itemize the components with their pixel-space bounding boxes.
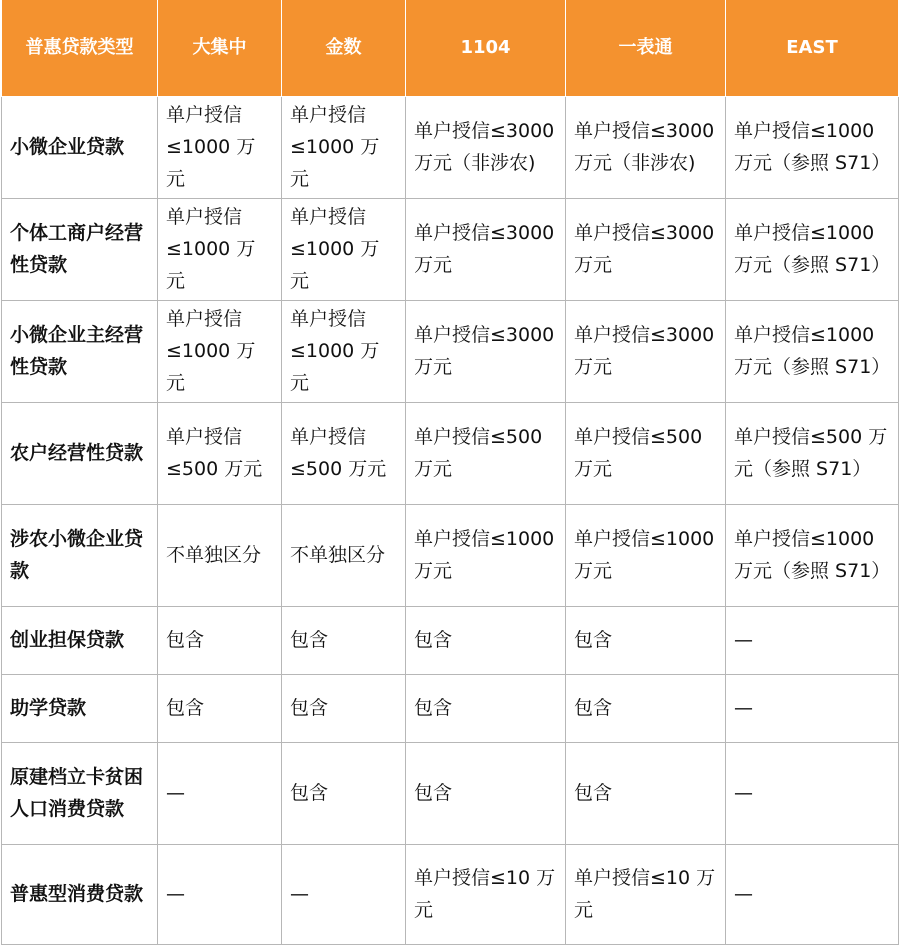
table-row	[2, 300, 899, 402]
cell-dajizhong: 包含	[158, 674, 282, 742]
cell-east: 单户授信≤1000 万元（参照 S71）	[726, 96, 899, 198]
cell-jinshu: 单户授信≤1000 万元	[282, 96, 406, 198]
row-loan-type: 普惠型消费贷款	[2, 844, 158, 944]
cell-jinshu: 单户授信≤1000 万元	[282, 300, 406, 402]
cell-yibiaotong: 单户授信≤10 万元	[566, 844, 726, 944]
cell-yibiaotong: 包含	[566, 742, 726, 844]
row-loan-type: 小微企业主经营性贷款	[2, 300, 158, 402]
cell-dajizhong: 单户授信≤1000 万元	[158, 96, 282, 198]
cell-east: —	[726, 844, 899, 944]
row-loan-type: 农户经营性贷款	[2, 402, 158, 504]
table-row	[2, 198, 899, 300]
cell-east: —	[726, 606, 899, 674]
header-row	[2, 0, 899, 96]
cell-jinshu: 单户授信≤500 万元	[282, 402, 406, 504]
cell-yibiaotong: 单户授信≤500 万元	[566, 402, 726, 504]
cell-jinshu: 不单独区分	[282, 504, 406, 606]
cell-1104: 单户授信≤3000 万元	[406, 300, 566, 402]
cell-yibiaotong: 包含	[566, 674, 726, 742]
row-loan-type: 创业担保贷款	[2, 606, 158, 674]
cell-yibiaotong: 单户授信≤3000 万元	[566, 300, 726, 402]
header-loan-type: 普惠贷款类型	[2, 0, 158, 96]
header-east: EAST	[726, 0, 899, 96]
row-loan-type: 原建档立卡贫困人口消费贷款	[2, 742, 158, 844]
cell-dajizhong: 单户授信≤1000 万元	[158, 198, 282, 300]
cell-1104: 单户授信≤500 万元	[406, 402, 566, 504]
table-row	[2, 504, 899, 606]
table-row	[2, 844, 899, 944]
cell-dajizhong: 包含	[158, 606, 282, 674]
table-row	[2, 402, 899, 504]
header-yibiaotong: 一表通	[566, 0, 726, 96]
row-loan-type: 小微企业贷款	[2, 96, 158, 198]
cell-1104: 包含	[406, 742, 566, 844]
cell-yibiaotong: 单户授信≤1000 万元	[566, 504, 726, 606]
cell-dajizhong: —	[158, 742, 282, 844]
cell-dajizhong: —	[158, 844, 282, 944]
header-jinshu: 金数	[282, 0, 406, 96]
cell-1104: 单户授信≤1000 万元	[406, 504, 566, 606]
cell-jinshu: —	[282, 844, 406, 944]
table-row	[2, 742, 899, 844]
cell-east: —	[726, 674, 899, 742]
cell-1104: 单户授信≤10 万元	[406, 844, 566, 944]
cell-1104: 包含	[406, 606, 566, 674]
cell-dajizhong: 单户授信≤1000 万元	[158, 300, 282, 402]
row-loan-type: 助学贷款	[2, 674, 158, 742]
row-loan-type: 个体工商户经营性贷款	[2, 198, 158, 300]
header-dajizhong: 大集中	[158, 0, 282, 96]
cell-jinshu: 包含	[282, 674, 406, 742]
row-loan-type: 涉农小微企业贷款	[2, 504, 158, 606]
cell-dajizhong: 不单独区分	[158, 504, 282, 606]
cell-jinshu: 单户授信≤1000 万元	[282, 198, 406, 300]
cell-yibiaotong: 包含	[566, 606, 726, 674]
cell-jinshu: 包含	[282, 742, 406, 844]
cell-yibiaotong: 单户授信≤3000 万元（非涉农)	[566, 96, 726, 198]
table-row	[2, 606, 899, 674]
table-row	[2, 674, 899, 742]
cell-east: —	[726, 742, 899, 844]
cell-1104: 单户授信≤3000 万元（非涉农)	[406, 96, 566, 198]
cell-yibiaotong: 单户授信≤3000 万元	[566, 198, 726, 300]
header-1104: 1104	[406, 0, 566, 96]
table-row	[2, 96, 899, 198]
cell-dajizhong: 单户授信≤500 万元	[158, 402, 282, 504]
cell-jinshu: 包含	[282, 606, 406, 674]
cell-east: 单户授信≤1000 万元（参照 S71）	[726, 300, 899, 402]
cell-east: 单户授信≤1000 万元（参照 S71）	[726, 504, 899, 606]
loan-comparison-table	[1, 0, 899, 945]
cell-1104: 单户授信≤3000 万元	[406, 198, 566, 300]
cell-east: 单户授信≤1000 万元（参照 S71）	[726, 198, 899, 300]
cell-1104: 包含	[406, 674, 566, 742]
cell-east: 单户授信≤500 万元（参照 S71）	[726, 402, 899, 504]
